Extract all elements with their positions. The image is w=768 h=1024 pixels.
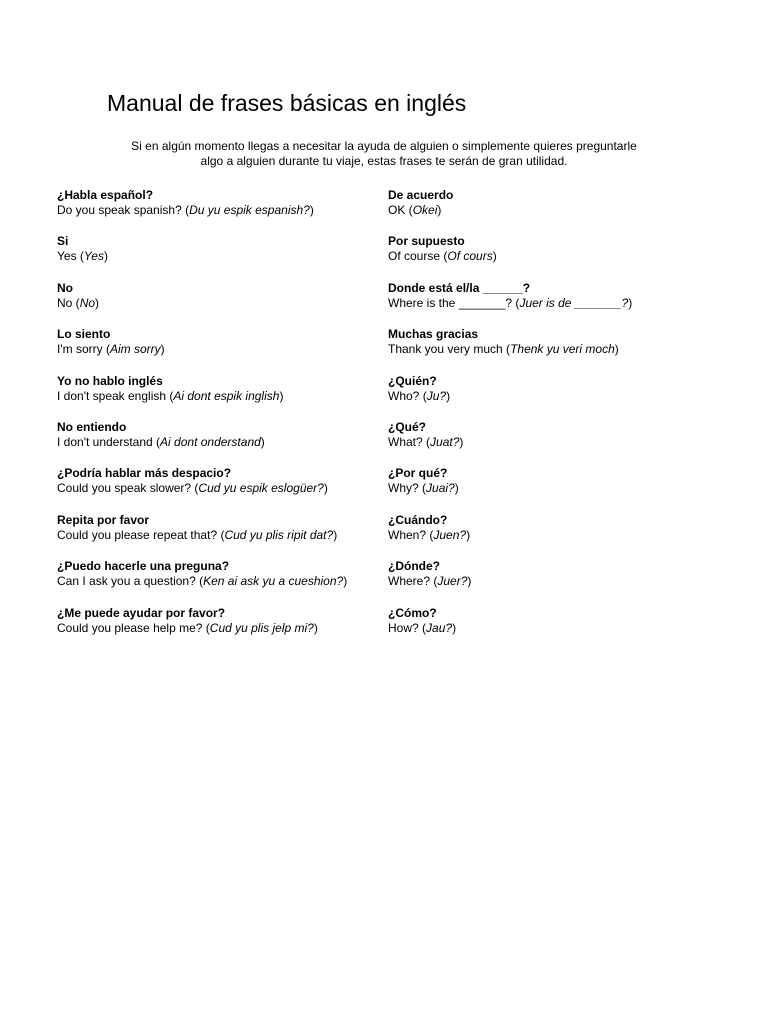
phrase-spanish: Lo siento — [57, 327, 111, 342]
phrase-english-text: Thank you very much — [388, 342, 503, 357]
phrase-english: Who? (Ju?) — [388, 388, 451, 403]
phrase-pronunciation: No — [79, 295, 96, 310]
phrase-entry — [388, 559, 728, 605]
phrase-spanish: ¿Dónde? — [388, 559, 440, 574]
phrase-english: When? (Juen?) — [388, 527, 471, 542]
phrase-english-text: How? — [388, 620, 419, 635]
phrase-english: I'm sorry (Aim sorry) — [57, 342, 165, 357]
phrase-entry — [57, 606, 377, 652]
phrase-spanish: ¿Me puede ayudar por favor? — [57, 605, 226, 620]
phrase-english-text: Yes — [57, 249, 77, 264]
phrase-english: Where? (Juer?) — [388, 574, 472, 589]
phrase-entry — [57, 327, 377, 373]
phrase-english-text: Where? — [388, 574, 431, 589]
phrase-spanish: De acuerdo — [388, 188, 454, 202]
phrase-entry — [388, 188, 728, 234]
phrase-entry — [388, 374, 728, 420]
phrase-pronunciation: Ai dont espik inglish — [173, 388, 280, 403]
phrase-english-text: Of course — [388, 249, 441, 264]
phrase-list-right — [388, 188, 728, 652]
phrase-english-text: Could you please repeat that? — [57, 527, 218, 542]
phrase-english: I don't speak english (Ai dont espik inglish) — [57, 388, 284, 403]
phrase-english: Could you please repeat that? (Cud yu plis ripit dat?) — [57, 527, 338, 542]
phrase-spanish: ¿Podría hablar más despacio? — [57, 466, 232, 481]
phrase-pronunciation: Ai dont onderstand — [160, 434, 261, 449]
phrase-spanish: ¿Qué? — [388, 419, 426, 434]
phrase-english-text: OK — [388, 203, 406, 217]
phrase-english: Do you speak spanish? (Du yu espik espanish?) — [57, 203, 314, 217]
phrase-english-text: What? — [388, 434, 423, 449]
phrase-spanish: ¿Cuándo? — [388, 512, 448, 527]
phrase-spanish: No entiendo — [57, 419, 127, 434]
phrase-spanish: ¿Cómo? — [388, 605, 437, 620]
page-title: Manual de frases básicas en inglés — [107, 90, 467, 116]
phrase-english: Why? (Juai?) — [388, 481, 459, 496]
phrase-entry — [57, 281, 377, 327]
phrase-english: Of course (Of cours) — [388, 249, 497, 264]
phrase-entry — [388, 466, 728, 512]
phrase-english: Thank you very much (Thenk yu veri moch) — [388, 342, 619, 357]
phrase-english: Could you speak slower? (Cud yu espik eslogüer?) — [57, 481, 328, 496]
phrase-pronunciation: Juen? — [433, 527, 467, 542]
phrase-spanish: No — [57, 280, 73, 295]
phrase-spanish: Muchas gracias — [388, 327, 479, 342]
phrase-spanish: Donde está el/la ______? — [388, 280, 531, 295]
phrase-pronunciation: Ken ai ask yu a cueshion? — [203, 574, 344, 589]
phrase-pronunciation: Cud yu espik eslogüer? — [198, 481, 324, 496]
phrase-entry — [57, 466, 377, 512]
phrase-entry — [388, 281, 728, 327]
phrase-entry — [388, 606, 728, 652]
phrase-pronunciation: Juer? — [437, 574, 468, 589]
phrase-english: Yes (Yes) — [57, 249, 108, 264]
phrase-pronunciation: Aim sorry — [109, 342, 161, 357]
phrase-english: Could you please help me? (Cud yu plis jelp mi?) — [57, 620, 318, 635]
phrase-pronunciation: Thenk yu veri moch — [510, 342, 615, 357]
phrase-english-text: I don't speak english — [57, 388, 167, 403]
phrase-entry — [57, 188, 377, 234]
phrase-pronunciation: Juer is de _______? — [519, 295, 629, 310]
phrase-entry — [388, 420, 728, 466]
phrase-spanish: Por supuesto — [388, 234, 465, 249]
phrase-english: How? (Jau?) — [388, 620, 457, 635]
phrase-english: No (No) — [57, 295, 100, 310]
phrase-pronunciation: Juat? — [430, 434, 460, 449]
phrase-entry — [388, 513, 728, 559]
phrase-english: I don't understand (Ai dont onderstand) — [57, 434, 265, 449]
intro-line: Si en algún momento llegas a necesitar la ayuda de alguien o simplemente quieres preguntarle — [131, 139, 637, 153]
phrase-pronunciation: Okei — [412, 203, 438, 217]
phrase-spanish: Si — [57, 234, 69, 249]
phrase-entry — [388, 327, 728, 373]
phrase-pronunciation: Cud yu plis ripit dat? — [224, 527, 334, 542]
phrase-pronunciation: Of cours — [447, 249, 493, 264]
phrase-english-text: Do you speak spanish? — [57, 203, 182, 217]
phrase-entry — [57, 374, 377, 420]
intro-line: algo a alguien durante tu viaje, estas frases te serán de gran utilidad. — [200, 154, 568, 168]
phrase-english: OK (Okei) — [388, 203, 442, 217]
phrase-english: Where is the _______? (Juer is de _______?) — [388, 295, 633, 310]
phrase-pronunciation: Cud yu plis jelp mi? — [209, 620, 314, 635]
phrase-english-text: I don't understand — [57, 434, 153, 449]
phrase-spanish: ¿Por qué? — [388, 466, 448, 481]
phrase-english-text: Could you speak slower? — [57, 481, 192, 496]
phrase-english-text: No — [57, 295, 73, 310]
phrase-english-text: When? — [388, 527, 427, 542]
phrase-spanish: Yo no hablo inglés — [57, 373, 163, 388]
phrase-english-text: Can I ask you a question? — [57, 574, 196, 589]
phrase-spanish: ¿Quién? — [388, 373, 437, 388]
phrase-list-left — [57, 188, 377, 652]
phrase-english: What? (Juat?) — [388, 434, 464, 449]
phrase-spanish: Repita por favor — [57, 512, 150, 527]
phrase-pronunciation: Yes — [83, 249, 104, 264]
phrase-english-text: Where is the _______? — [388, 295, 513, 310]
phrase-english-text: Who? — [388, 388, 420, 403]
phrase-entry — [57, 420, 377, 466]
phrase-english-text: I'm sorry — [57, 342, 103, 357]
phrase-english-text: Why? — [388, 481, 419, 496]
phrase-spanish: ¿Puedo hacerle una preguna? — [57, 559, 230, 574]
phrase-entry — [57, 234, 377, 280]
phrase-pronunciation: Ju? — [426, 388, 447, 403]
intro-paragraph — [40, 139, 728, 169]
phrase-entry — [57, 513, 377, 559]
phrase-pronunciation: Jau? — [426, 620, 453, 635]
phrase-pronunciation: Du yu espik espanish? — [189, 203, 310, 217]
phrase-entry — [388, 234, 728, 280]
phrase-spanish: ¿Habla español? — [57, 188, 154, 202]
phrase-entry — [57, 559, 377, 605]
phrase-english-text: Could you please help me? — [57, 620, 203, 635]
phrase-english: Can I ask you a question? (Ken ai ask yu a cueshion?) — [57, 574, 348, 589]
phrase-pronunciation: Juai? — [426, 481, 455, 496]
